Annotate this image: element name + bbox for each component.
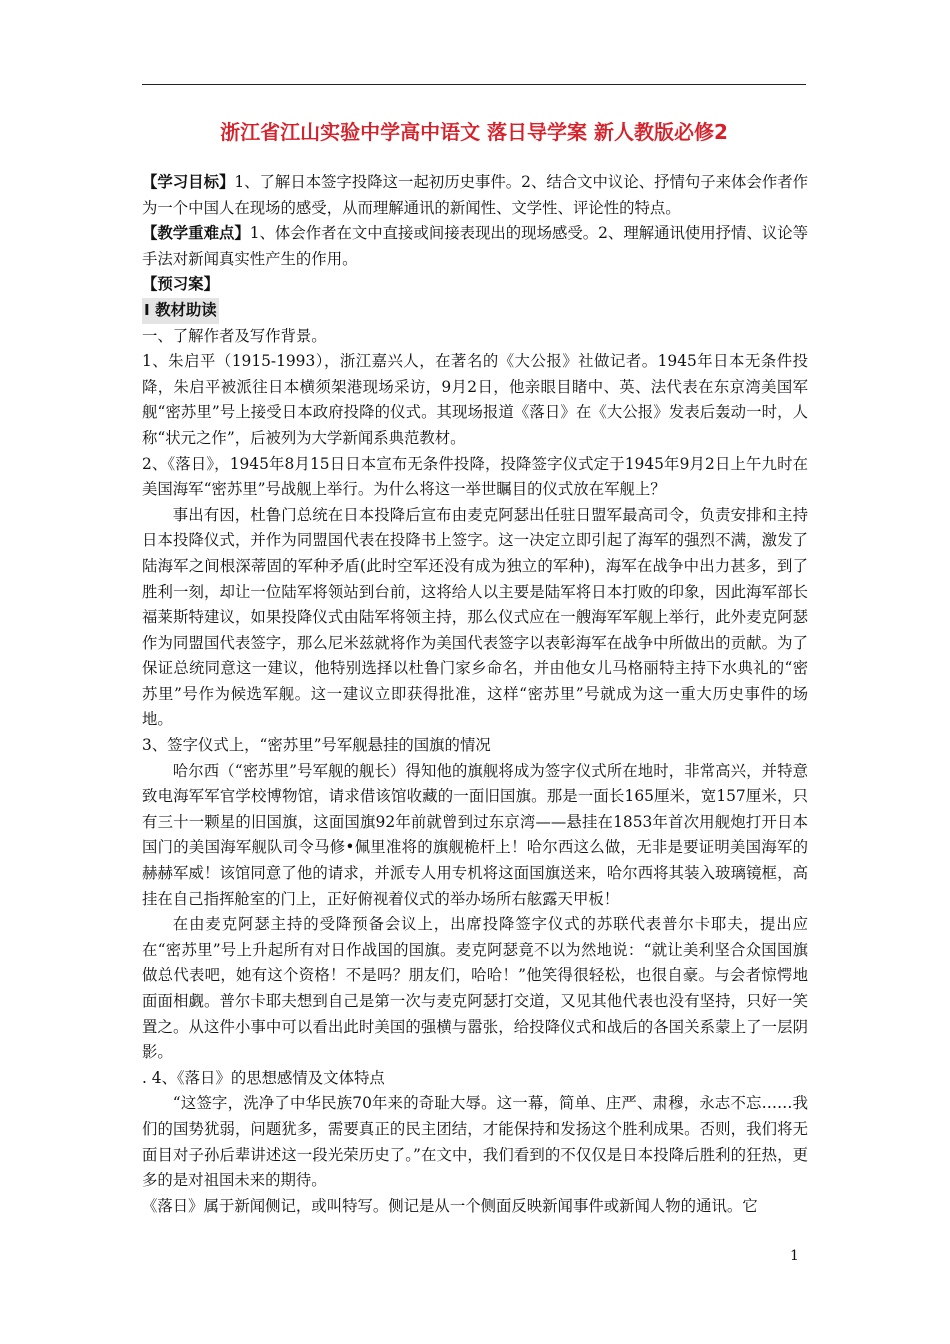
item-4: . 4、《落日》的思想感情及文体特点 <box>142 1068 385 1087</box>
item-1: 1、朱启平（1915-1993），浙江嘉兴人，在著名的《大公报》社做记者。1945年日本无条件投降，朱启平被派往日本横须架港现场采访，9月2日，他亲眼目睹中、英、法代表在东京湾美国军舰“密苏里”号上接受日本政府投降的仪式。其现场报道《落日》在《大公报》发表后轰动一时，人称“状元之作”，后被列为大学新闻系典范教材。 <box>142 352 808 447</box>
section-heading-row <box>142 298 808 324</box>
item-3-paragraph-2: 在由麦克阿瑟主持的受降预备会议上，出席投降签字仪式的苏联代表普尔卡耶夫，提出应在“密苏里”号上升起所有对日作战国的国旗。麦克阿瑟竟不以为然地说：“就让美利坚合众国国旗做总代表吧，她有这个资格！不是吗？朋友们，哈哈！”他笑得很轻松，也很自豪。与会者惊愕地面面相觑。普尔卡耶夫想到自己是第一次与麦克阿瑟打交道，又见其他代表也没有坚持，只好一笑置之。从这件小事中可以看出此时美国的强横与嚣张，给投降仪式和战后的各国关系蒙上了一层阴影。 <box>142 915 808 1062</box>
document-body <box>142 170 808 1219</box>
header-rule <box>142 84 806 85</box>
item-4-paragraph-1: “这签字，洗净了中华民族70年来的奇耻大辱。这一幕，简单、庄严、肃穆，永志不忘……我们的国势犹弱，问题犹多，需要真正的民主团结，才能保持和发扬这个胜利成果。否则，我们将无面目对子孙后辈讲述这一段光荣历史了。”在文中，我们看到的不仅仅是日本投降后胜利的狂热，更多的是对祖国未来的期待。 <box>142 1094 808 1190</box>
item-4-paragraph-2: 《落日》属于新闻侧记，或叫特写。侧记是从一个侧面反映新闻事件或新闻人物的通讯。它 <box>142 1196 758 1215</box>
item-2: 2、《落日》，1945年8月15日日本宣布无条件投降，投降签字仪式定于1945年9月2日上午九时在美国海军“密苏里”号战舰上举行。为什么将这一举世瞩目的仪式放在军舰上？ <box>142 454 808 499</box>
page-title: 浙江省江山实验中学高中语文 落日导学案 新人教版必修2 <box>220 120 728 144</box>
item-3-paragraph-1: 哈尔西（“密苏里”号军舰的舰长）得知他的旗舰将成为签字仪式所在地时，非常高兴，并特意致电海军军官学校博物馆，请求借该馆收藏的一面旧国旗。那是一面长165厘米，宽157厘米，只有三十一颗星的旧国旗，这面国旗92年前就曾到过东京湾——悬挂在1853年首次用舰炮打开日本国门的美国海军舰队司令马修•佩里准将的旗舰桅杆上！哈尔西这么做，无非是要证明美国海军的赫赫军威！该馆同意了他的请求，并派专人用专机将这面国旗送来，哈尔西将其装入玻璃镜框，高挂在自己指挥舱室的门上，正好俯视着仪式的举办场所右舷露天甲板！ <box>142 761 808 908</box>
objectives-text: 1、了解日本签字投降这一起初历史事件。2、结合文中议论、抒情句子来体会作者作为一个中国人在现场的感受，从而理解通讯的新闻性、文学性、评论性的特点。 <box>142 173 809 217</box>
keypoints-paragraph <box>142 221 808 272</box>
objectives-paragraph <box>142 170 808 221</box>
keypoints-text: 1、体会作者在文中直接或间接表现出的现场感受。2、理解通讯使用抒情、议论等手法对新闻真实性产生的作用。 <box>142 224 809 268</box>
item-3: 3、签字仪式上，“密苏里”号军舰悬挂的国旗的情况 <box>142 736 491 755</box>
section-1-heading: 一、了解作者及写作背景。 <box>142 326 327 345</box>
objectives-label: 【学习目标】 <box>142 173 235 191</box>
item-2-paragraph: 事出有因，杜鲁门总统在日本投降后宣布由麦克阿瑟出任驻日盟军最高司令，负责安排和主持日本投降仪式，并作为同盟国代表在投降书上签字。这一决定立即引起了海军的强烈不满，激发了陆海军之间根深蒂固的军种矛盾(此时空军还没有成为独立的军种)，海军在战争中出力甚多，到了胜利一刻，却让一位陆军将领站到台前，这将给人以主要是陆军将日本打败的印象，因此海军部长福莱斯特建议，如果投降仪式由陆军将领主持，那么仪式应在一艘海军军舰上举行，此外麦克阿瑟作为同盟国代表签字，那么尼米兹就将作为美国代表签字以表彰海军在战争中所做出的贡献。为了保证总统同意这一建议，他特别选择以杜鲁门家乡命名，并由他女儿马格丽特主持下水典礼的“密苏里”号作为候选军舰。这一建议立即获得批准，这样“密苏里”号就成为这一重大历史事件的场地。 <box>142 505 808 729</box>
section-label: Ⅰ 教材助读 <box>142 298 219 324</box>
keypoints-label: 【教学重难点】 <box>142 224 250 243</box>
preview-label: 【预习案】 <box>142 275 219 294</box>
page-number: 1 <box>790 1248 799 1264</box>
